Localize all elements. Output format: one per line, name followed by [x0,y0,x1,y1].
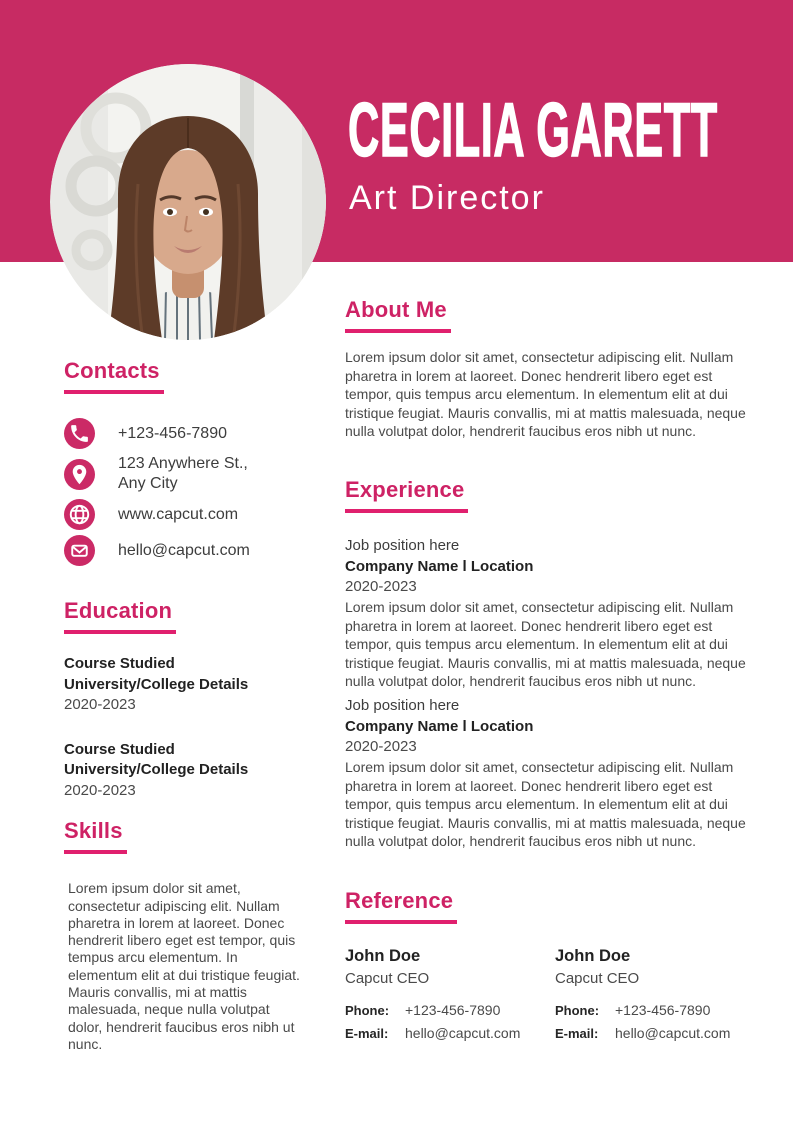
about-section [345,297,759,440]
reference-columns [345,946,765,1041]
skills-heading: Skills [64,818,127,854]
reference-phone-row [555,1002,765,1018]
education-course: Course Studied [64,655,175,673]
location-icon [64,459,95,490]
reference-phone-value: +123-456-7890 [405,1002,501,1019]
experience-position: Job position here [345,697,460,715]
contacts-list [64,418,314,566]
reference-role: Capcut CEO [345,970,430,988]
contacts-section [64,358,314,571]
experience-company: Company Name l Location [345,718,534,736]
reference-phone-row [345,1002,555,1018]
reference-section [345,888,765,1041]
contact-address-line1: 123 Anywhere St., [118,455,248,473]
experience-heading: Experience [345,477,468,513]
reference-phone-label: Phone: [555,1003,600,1019]
education-entry [64,654,314,716]
reference-email-value: hello@capcut.com [405,1025,521,1042]
education-course: Course Studied [64,740,175,758]
contact-website: www.capcut.com [118,505,239,523]
skills-text: Lorem ipsum dolor sit amet, consectetur adipiscing elit. Nullam pharetra in lorem at laoreet. Donec hendrerit libero eget est tempor, quis tempus arcu elementum. In elementum elit at dui tristique feugiat. Mauris convallis, mi at mattis malesuada, neque nulla volutpat dolor, hendrerit faucibus eros nibh ut nunc. [68,880,300,1052]
phone-icon [64,418,95,449]
profile-photo [50,64,326,340]
experience-description: Lorem ipsum dolor sit amet, consectetur adipiscing elit. Nullam pharetra in lorem at laoreet. Donec hendrerit libero eget est tempor, quis tempus arcu elementum. In elementum elit at dui tristique feugiat. Mauris convallis, mi at mattis malesuada, neque nulla volutpat dolor, hendrerit faucibus eros nibh ut nunc. [345,759,746,849]
experience-entry [345,535,759,690]
education-years: 2020-2023 [64,696,136,714]
person-name: CECILIA GARETT [348,88,718,173]
education-heading: Education [64,598,176,634]
contact-item-address [64,454,314,494]
education-school: University/College Details [64,675,249,693]
contact-item-phone [64,418,314,449]
experience-position: Job position here [345,537,460,555]
about-text: Lorem ipsum dolor sit amet, consectetur adipiscing elit. Nullam pharetra in lorem at laoreet. Donec hendrerit libero eget est tempor, quis tempus arcu elementum. In elementum elit at dui tristique feugiat. Mauris convallis, mi at mattis malesuada, neque nulla volutpat dolor, hendrerit faucibus eros nibh ut nunc. [345,349,746,439]
reference-email-row [555,1025,765,1041]
contact-item-email [64,535,314,566]
reference-email-label: E-mail: [555,1026,599,1042]
education-section [64,598,314,801]
contact-phone: +123-456-7890 [118,424,227,442]
contact-item-website [64,499,314,530]
experience-years: 2020-2023 [345,578,417,596]
contact-email: hello@capcut.com [118,541,250,559]
contacts-heading: Contacts [64,358,164,394]
profile-photo-illustration [50,64,326,340]
experience-section [345,477,759,850]
reference-entry [345,946,555,1041]
reference-name: John Doe [555,947,631,966]
reference-email-label: E-mail: [345,1026,389,1042]
education-school: University/College Details [64,761,249,779]
about-heading: About Me [345,297,451,333]
contact-address-line2: Any City [118,475,178,493]
email-icon [64,535,95,566]
experience-years: 2020-2023 [345,738,417,756]
education-entry [64,740,314,802]
experience-entry [345,695,759,850]
reference-phone-label: Phone: [345,1003,390,1019]
globe-icon [64,499,95,530]
person-job-title: Art Director [349,179,545,217]
reference-email-row [345,1025,555,1041]
reference-email-value: hello@capcut.com [615,1025,731,1042]
experience-company: Company Name l Location [345,558,534,576]
reference-role: Capcut CEO [555,970,640,988]
reference-heading: Reference [345,888,457,924]
reference-name: John Doe [345,947,421,966]
education-years: 2020-2023 [64,781,136,799]
reference-entry [555,946,765,1041]
skills-section [64,818,306,1053]
experience-description: Lorem ipsum dolor sit amet, consectetur adipiscing elit. Nullam pharetra in lorem at laoreet. Donec hendrerit libero eget est tempor, quis tempus arcu elementum. In elementum elit at dui tristique feugiat. Mauris convallis, mi at mattis malesuada, neque nulla volutpat dolor, hendrerit faucibus eros nibh ut nunc. [345,599,746,689]
reference-phone-value: +123-456-7890 [615,1002,711,1019]
